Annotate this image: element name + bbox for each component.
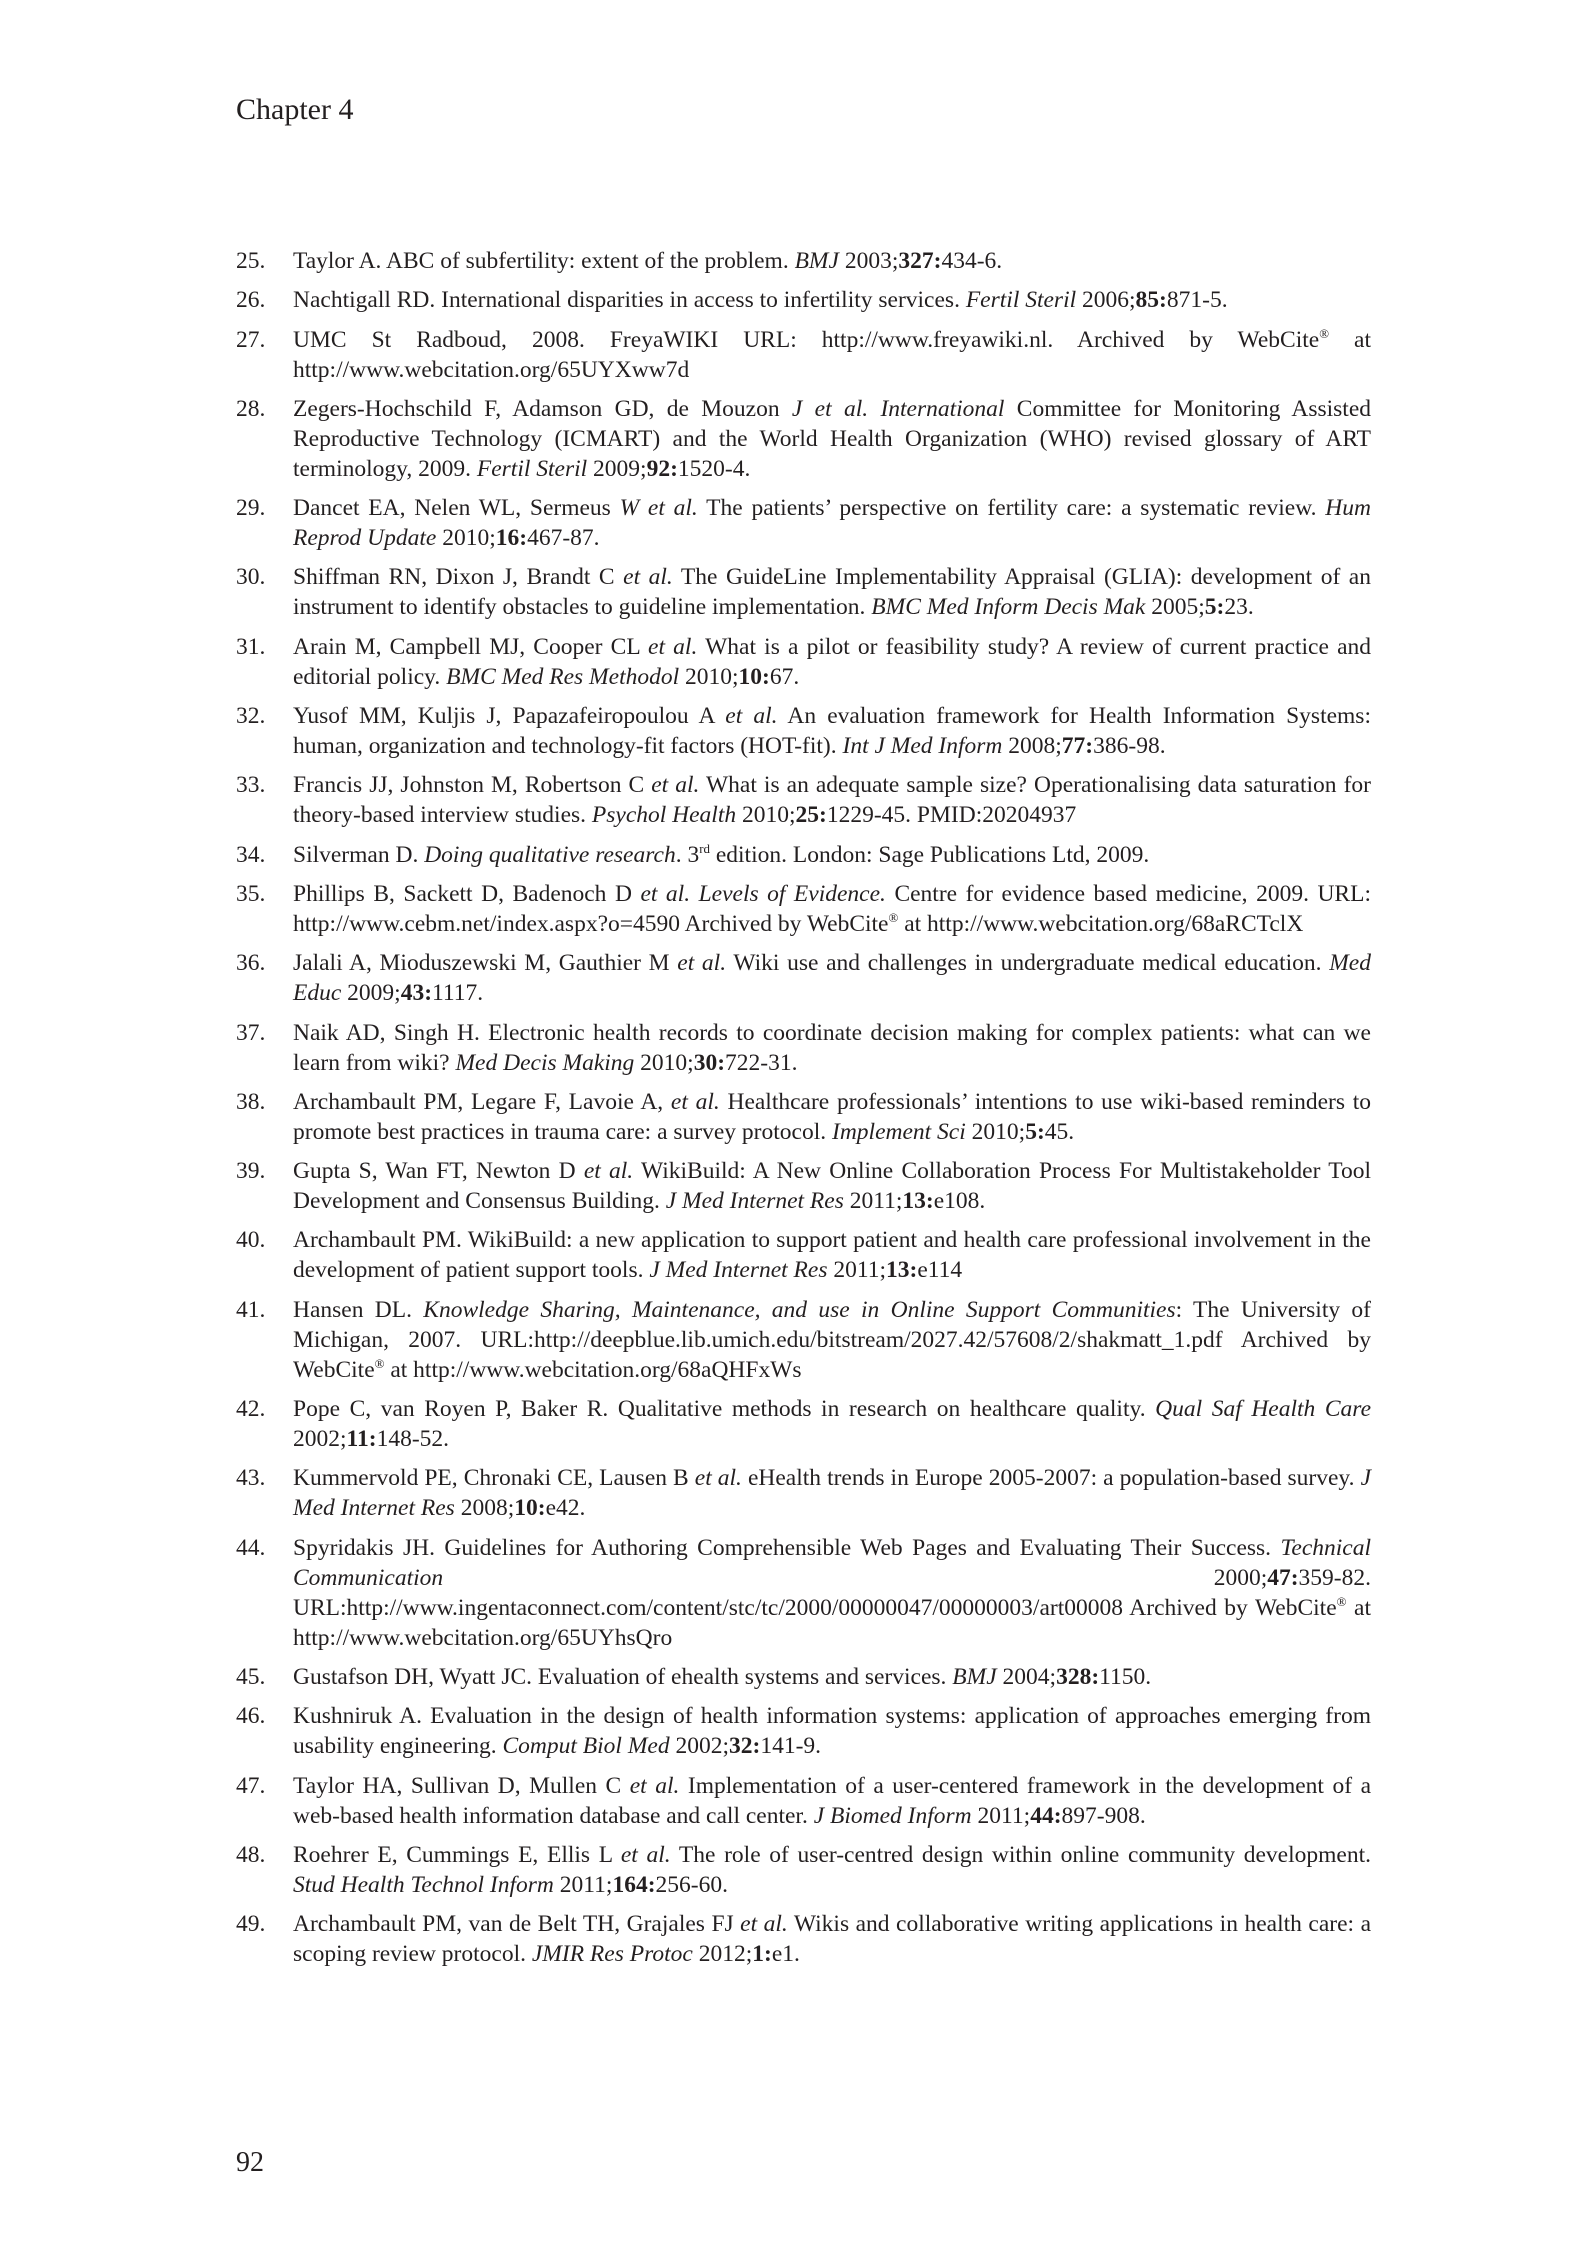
reference-text [293,394,1371,484]
reference-text-segment: Pope C, van Royen P, Baker R. Qualitative methods in research on healthcare quality. [293,1396,1156,1423]
reference-volume: 164: [612,1871,656,1898]
reference-text [293,879,1371,939]
reference-text-segment: e114 [917,1257,963,1284]
reference-number: 42. [236,1396,266,1423]
reference-text [293,1840,1371,1900]
reference-text-segment: at http://www.webcitation.org/65UYXww7d [293,326,1371,383]
reference-text [293,1087,1371,1147]
reference-italic-text: et al. [740,1911,788,1938]
reference-text [293,840,1371,870]
reference-text [293,493,1371,553]
reference-italic-text: et al. [670,1088,720,1115]
reference-text [293,1463,1371,1523]
reference-number: 49. [236,1911,266,1938]
reference-text-segment: 2000; [443,1564,1268,1591]
reference-item [236,394,1371,484]
reference-text-segment: 256-60. [655,1871,728,1898]
reference-text-segment: Taylor HA, Sullivan D, Mullen C [293,1772,630,1799]
reference-text [293,701,1371,761]
reference-text-segment: 1117. [432,980,484,1007]
reference-text-segment: 67. [769,663,800,690]
reference-number: 36. [236,950,266,977]
reference-text-segment: 386-98. [1093,733,1166,760]
reference-text-segment: at http://www.webcitation.org/65UYhsQro [293,1594,1371,1651]
reference-text-segment: Archambault PM, van de Belt TH, Grajales FJ [293,1911,741,1938]
reference-text-segment: Implementation of a user-centered framework in the development of a web-based health information database and call center. [293,1772,1372,1829]
reference-text-segment: 2010; [965,1118,1026,1145]
reference-text-segment: What is an adequate sample size? Operationalising data saturation for theory-based interview studies. [293,772,1371,829]
reference-volume: 44: [1030,1802,1062,1829]
reference-text [293,1701,1371,1761]
reference-text-segment: Taylor A. ABC of subfertility: extent of the problem. [293,248,795,274]
reference-text-segment: 897-908. [1061,1802,1146,1829]
reference-number: 32. [236,703,266,730]
reference-text [293,1909,1371,1969]
reference-text-segment: 871-5. [1166,287,1228,314]
reference-item [236,1909,1371,1969]
reference-italic-text: J Med Internet Res [665,1188,844,1215]
reference-item [236,632,1371,692]
reference-item [236,1771,1371,1831]
reference-text-segment: Wikis and collaborative writing applications in health care: a scoping review protocol. [293,1911,1371,1968]
reference-italic-text: Stud Health Technol Inform [293,1871,554,1898]
reference-text-segment: Spyridakis JH. Guidelines for Authoring Comprehensible Web Pages and Evaluating Their Success. [293,1534,1281,1561]
reference-text-segment: 2011; [553,1871,613,1898]
reference-number: 41. [236,1296,266,1323]
reference-text [293,1394,1371,1454]
reference-italic-text: Med Decis Making [455,1049,635,1076]
reference-text-segment: Shiffman RN, Dixon J, Brandt C [293,564,624,591]
reference-text-segment: Gustafson DH, Wyatt JC. Evaluation of ehealth systems and services. [293,1663,953,1690]
reference-text-segment: Centre for evidence based medicine, 2009. URL: http://www.cebm.net/index.aspx?o=4590 Archived by WebCite [293,880,1371,937]
reference-item [236,1840,1371,1900]
reference-text [293,1225,1371,1285]
reference-text [293,1662,1371,1692]
reference-italic-text: BMC Med Inform Decis Mak [871,594,1146,621]
reference-number: 38. [236,1088,266,1115]
reference-text-segment: An evaluation framework for Health Information Systems: human, organization and technology-fit factors (HOT-fit). [293,703,1371,760]
reference-italic-text: Int J Med Inform [842,733,1003,760]
reference-number: 30. [236,564,266,591]
reference-italic-text: Fertil Steril [965,287,1077,314]
reference-text-segment: 2011; [827,1257,887,1284]
reference-text-segment: 2012; [692,1941,753,1968]
reference-italic-text: Psychol Health [591,802,737,829]
reference-italic-text: W et al. [619,495,698,522]
reference-text-segment: Naik AD, Singh H. Electronic health records to coordinate decision making for complex patients: what can we learn from wiki? [293,1019,1371,1076]
reference-italic-text: J Med Internet Res [649,1257,828,1284]
reference-number: 43. [236,1465,266,1492]
reference-text [293,246,1371,276]
reference-superscript: ® [1336,1593,1347,1609]
reference-text-segment: Healthcare professionals’ intentions to use wiki-based reminders to promote best practices in trauma care: a survey protocol. [293,1088,1371,1145]
reference-text-segment: 359-82. URL:http://www.ingentaconnect.com/content/stc/tc/2000/00000047/00000003/art00008 Archived by WebCite [293,1564,1371,1621]
reference-text-segment: The patients’ perspective on fertility care: a systematic review. [697,495,1326,522]
reference-text [293,562,1371,622]
reference-item [236,701,1371,761]
reference-italic-text: et al. [623,564,673,591]
reference-volume: 13: [902,1188,934,1215]
reference-number: 28. [236,395,266,422]
reference-text-segment: 2008; [1002,733,1062,760]
reference-text-segment: 467-87. [527,525,600,552]
reference-italic-text: Fertil Steril [476,455,588,482]
reference-text-segment: Nachtigall RD. International disparities in access to infertility services. [293,287,966,314]
reference-volume: 5: [1204,594,1225,621]
reference-italic-text: et al. Levels of Evidence. [640,880,886,907]
reference-item [236,879,1371,939]
reference-number: 46. [236,1703,266,1730]
reference-text [293,1156,1371,1216]
reference-text-segment: 2004; [996,1663,1057,1690]
reference-text-segment: Archambault PM. WikiBuild: a new application to support patient and health care professional involvement in the development of patient support tools. [293,1227,1371,1284]
reference-text-segment: 1520-4. [677,455,751,482]
reference-text-segment: e1. [771,1941,800,1968]
reference-item [236,1533,1371,1653]
reference-text-segment: 2008; [454,1495,515,1522]
reference-text-segment: 722-31. [725,1049,798,1076]
reference-volume: 25: [795,802,827,829]
reference-italic-text: et al. [694,1465,742,1492]
reference-volume: 1: [752,1941,772,1968]
reference-text-segment: The role of user-centred design within online community development. [670,1841,1371,1868]
reference-item [236,770,1371,830]
reference-text-segment: e108. [933,1188,986,1215]
reference-item [236,1463,1371,1523]
reference-number: 35. [236,880,266,907]
reference-text-segment: The GuideLine Implementability Appraisal (GLIA): development of an instrument to identify obstacles to guideline implementation. [293,564,1371,621]
reference-item [236,1225,1371,1285]
reference-text-segment: UMC St Radboud, 2008. FreyaWIKI URL: http://www.freyawiki.nl. Archived by WebCite [293,326,1320,353]
reference-volume: 11: [346,1426,377,1453]
reference-text-segment: 141-9. [760,1733,822,1760]
reference-volume: 43: [400,980,433,1007]
reference-volume: 13: [886,1257,918,1284]
reference-number: 39. [236,1158,266,1185]
reference-italic-text: et al. [620,1841,671,1868]
reference-volume: 10: [738,663,770,690]
reference-number: 34. [236,841,266,868]
reference-text-segment: Kushniruk A. Evaluation in the design of health information systems: application of approaches emerging from usability engineering. [293,1703,1371,1760]
reference-volume: 327: [898,248,942,274]
reference-text [293,285,1371,315]
reference-italic-text: BMJ [952,1663,997,1690]
reference-volume: 85: [1135,287,1167,314]
reference-item [236,1087,1371,1147]
reference-text-segment: eHealth trends in Europe 2005-2007: a population-based survey. [741,1465,1361,1492]
reference-text-segment: Wiki use and challenges in undergraduate medical education. [726,950,1330,977]
reference-text [293,632,1371,692]
reference-italic-text: et al. [583,1158,634,1185]
reference-text-segment: Kummervold PE, Chronaki CE, Lausen B [293,1465,695,1492]
running-header-chapter: Chapter 4 [236,93,354,126]
reference-text-segment: 1150. [1099,1663,1152,1690]
reference-superscript: ® [374,1355,385,1371]
reference-italic-text: J Biomed Inform [813,1802,972,1829]
reference-number: 29. [236,495,266,522]
reference-superscript: ® [888,910,899,926]
reference-number: 25. [236,248,266,274]
reference-number: 47. [236,1772,266,1799]
reference-text-segment: 2003; [838,248,899,274]
reference-number: 37. [236,1019,266,1046]
reference-text-segment: 434-6. [941,248,1003,274]
reference-item [236,1701,1371,1761]
reference-text-segment: Dancet EA, Nelen WL, Sermeus [293,495,620,522]
reference-text-segment: 2002; [669,1733,729,1760]
reference-text-segment: Silverman D. [293,841,425,868]
reference-italic-text: et al. [651,772,700,799]
reference-text-segment: Gupta S, Wan FT, Newton D [293,1158,584,1185]
reference-text-segment: What is a pilot or feasibility study? A review of current practice and editorial policy. [293,633,1371,690]
reference-text-segment: at http://www.webcitation.org/68aRCTclX [898,910,1304,937]
reference-text-segment: 148-52. [376,1426,450,1453]
reference-item [236,325,1371,385]
reference-number: 27. [236,326,266,353]
reference-volume: 32: [729,1733,761,1760]
reference-italic-text: Med Educ [293,950,1371,1007]
reference-italic-text: J et al. International [791,395,1005,422]
reference-italic-text: Technical Communication [293,1534,1371,1591]
reference-number: 45. [236,1663,266,1690]
reference-volume: 30: [693,1049,726,1076]
reference-text-segment: Arain M, Campbell MJ, Cooper CL [293,633,649,660]
reference-superscript: ® [1319,325,1329,341]
reference-italic-text: et al. [677,950,727,977]
reference-italic-text: Implement Sci [832,1118,966,1145]
reference-text-segment: 2002; [293,1426,347,1453]
reference-text-segment: 2011; [843,1188,903,1215]
reference-italic-text: et al. [629,1772,680,1799]
page-number: 92 [236,2147,264,2178]
reference-italic-text: et al. [648,633,698,660]
reference-text-segment: Roehrer E, Cummings E, Ellis L [293,1841,621,1868]
reference-italic-text: BMJ [794,248,839,274]
reference-text-segment: Phillips B, Sackett D, Badenoch D [293,880,641,907]
reference-italic-text: Comput Biol Med [502,1733,670,1760]
reference-text [293,325,1371,385]
reference-italic-text: Hum Reprod Update [293,495,1371,552]
reference-item [236,840,1371,870]
reference-item [236,1662,1371,1692]
reference-item [236,246,1371,276]
reference-text [293,1295,1371,1385]
reference-text-segment: 2009; [341,980,401,1007]
reference-text-segment: 2010; [736,802,796,829]
reference-text-segment: WikiBuild: A New Online Collaboration Process For Multistakeholder Tool Development and Consensus Building. [293,1158,1371,1215]
reference-text-segment: . 3 [675,841,700,868]
reference-volume: 5: [1025,1118,1045,1145]
reference-volume: 10: [514,1495,546,1522]
reference-italic-text: BMC Med Res Methodol [446,663,680,690]
reference-text-segment: Archambault PM, Legare F, Lavoie A, [293,1088,671,1115]
reference-italic-text: Qual Saf Health Care [1155,1396,1372,1423]
reference-superscript: rd [699,840,710,856]
reference-text [293,1533,1371,1653]
reference-item [236,562,1371,622]
reference-text-segment: Hansen DL. [293,1296,424,1323]
reference-volume: 328: [1056,1663,1100,1690]
reference-item [236,493,1371,553]
reference-text-segment: 2010; [634,1049,694,1076]
reference-item [236,1295,1371,1385]
reference-text-segment: at http://www.webcitation.org/68aQHFxWs [384,1356,802,1383]
reference-text-segment: Zegers-Hochschild F, Adamson GD, de Mouzon [293,395,792,422]
reference-italic-text: Doing qualitative research [424,841,676,868]
reference-volume: 77: [1061,733,1094,760]
reference-text-segment: 45. [1044,1118,1075,1145]
reference-item [236,1018,1371,1078]
reference-number: 33. [236,772,266,799]
reference-number: 26. [236,287,266,314]
reference-text-segment: Francis JJ, Johnston M, Robertson C [293,772,652,799]
reference-text [293,948,1371,1008]
reference-text-segment: Yusof MM, Kuljis J, Papazafeiropoulou A [293,703,726,730]
reference-volume: 92: [646,455,678,482]
reference-text-segment: 2011; [971,1802,1031,1829]
reference-text-segment: e42. [545,1495,586,1522]
reference-text [293,1771,1371,1831]
reference-text-segment: 2010; [679,663,739,690]
reference-italic-text: J Med Internet Res [293,1465,1371,1522]
reference-text-segment: 2010; [436,525,496,552]
reference-italic-text: JMIR Res Protoc [531,1941,693,1968]
reference-number: 48. [236,1841,266,1868]
reference-item [236,1394,1371,1454]
reference-volume: 16: [495,525,528,552]
reference-italic-text: et al. [725,703,778,730]
reference-item [236,1156,1371,1216]
reference-text [293,1018,1371,1078]
reference-volume: 47: [1267,1564,1299,1591]
reference-number: 44. [236,1534,266,1561]
reference-text-segment: 2005; [1145,594,1205,621]
reference-text-segment: Jalali A, Mioduszewski M, Gauthier M [293,950,678,977]
reference-number: 40. [236,1227,266,1254]
reference-item [236,285,1371,315]
reference-text-segment: 2006; [1076,287,1136,314]
reference-list [236,246,1371,1978]
reference-text-segment: 2009; [587,455,647,482]
reference-text [293,770,1371,830]
reference-text-segment: Committee for Monitoring Assisted Reproductive Technology (ICMART) and the World Health Organization (WHO) revised glossary of ART terminology, 2009. [293,395,1372,482]
reference-text-segment: 23. [1224,594,1254,621]
reference-number: 31. [236,633,266,660]
reference-italic-text: Knowledge Sharing, Maintenance, and use in Online Support Communities [423,1296,1176,1323]
reference-text-segment: : The University of Michigan, 2007. URL:http://deepblue.lib.umich.edu/bitstream/2027.42/57608/2/shakmatt_1.pdf Archived by WebCite [293,1296,1371,1383]
reference-text-segment: edition. London: Sage Publications Ltd, 2009. [709,841,1150,868]
reference-text-segment: 1229-45. PMID:20204937 [826,802,1077,829]
reference-item [236,948,1371,1008]
